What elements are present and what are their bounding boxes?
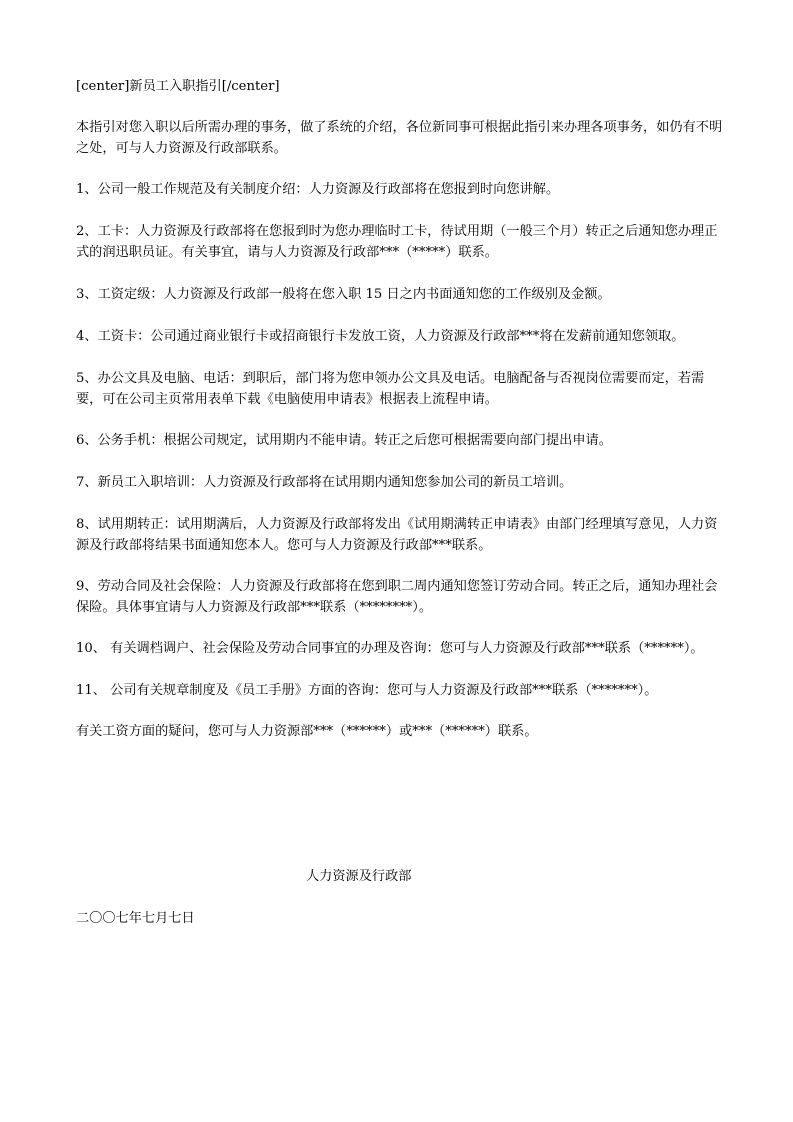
salary-note: 有关工资方面的疑问，您可与人力资源部***（******）或***（******）联系。 xyxy=(76,724,538,739)
guide-item-3: 3、工资定级：人力资源及行政部一般将在您入职 15 日之内书面通知您的工作级别及金额。 xyxy=(76,287,611,302)
guide-item-7: 7、新员工入职培训：人力资源及行政部将在试用期内通知您参加公司的新员工培训。 xyxy=(76,475,573,490)
guide-item-6: 6、公务手机：根据公司规定，试用期内不能申请。转正之后您可根据需要向部门提出申请。 xyxy=(76,433,612,448)
guide-item-9: 9、劳动合同及社会保险：人力资源及行政部将在您到职二周内通知您签订劳动合同。转正之后，通知办理社会保险。具体事宜请与人力资源及行政部***联系（********）。 xyxy=(76,579,718,615)
guide-item-11: 11、 公司有关规章制度及《员工手册》方面的咨询：您可与人力资源及行政部***联系（*******）。 xyxy=(76,683,658,698)
guide-item-4: 4、工资卡：公司通过商业银行卡或招商银行卡发放工资，人力资源及行政部***将在发薪前通知您领取。 xyxy=(76,329,685,344)
guide-item-5: 5、办公文具及电脑、电话：到职后，部门将为您申领办公文具及电话。电脑配备与否视岗位需要而定，若需要，可在公司主页常用表单下载《电脑使用申请表》根据表上流程申请。 xyxy=(76,371,705,407)
guide-item-1: 1、公司一般工作规范及有关制度介绍：人力资源及行政部将在您报到时向您讲解。 xyxy=(76,182,560,197)
guide-item-10: 10、 有关调档调户、社会保险及劳动合同事宜的办理及咨询：您可与人力资源及行政部***联系（******）。 xyxy=(76,641,704,656)
document-date: 二〇〇七年七月七日 xyxy=(76,911,195,926)
department-signature: 人力资源及行政部 xyxy=(306,869,412,884)
guide-item-2: 2、工卡：人力资源及行政部将在您报到时为您办理临时工卡，待试用期（一般三个月）转正之后通知您办理正式的润迅职员证。有关事宜，请与人力资源及行政部***（*****）联系。 xyxy=(76,224,718,260)
intro-paragraph: 本指引对您入职以后所需办理的事务，做了系统的介绍，各位新同事可根据此指引来办理各项事务，如仍有不明之处，可与人力资源及行政部联系。 xyxy=(76,120,723,156)
document-title: [center]新员工入职指引[/center] xyxy=(76,79,280,94)
guide-item-8: 8、试用期转正：试用期满后，人力资源及行政部将发出《试用期满转正申请表》由部门经理填写意见，人力资源及行政部将结果书面通知您本人。您可与人力资源及行政部***联系。 xyxy=(76,517,718,553)
